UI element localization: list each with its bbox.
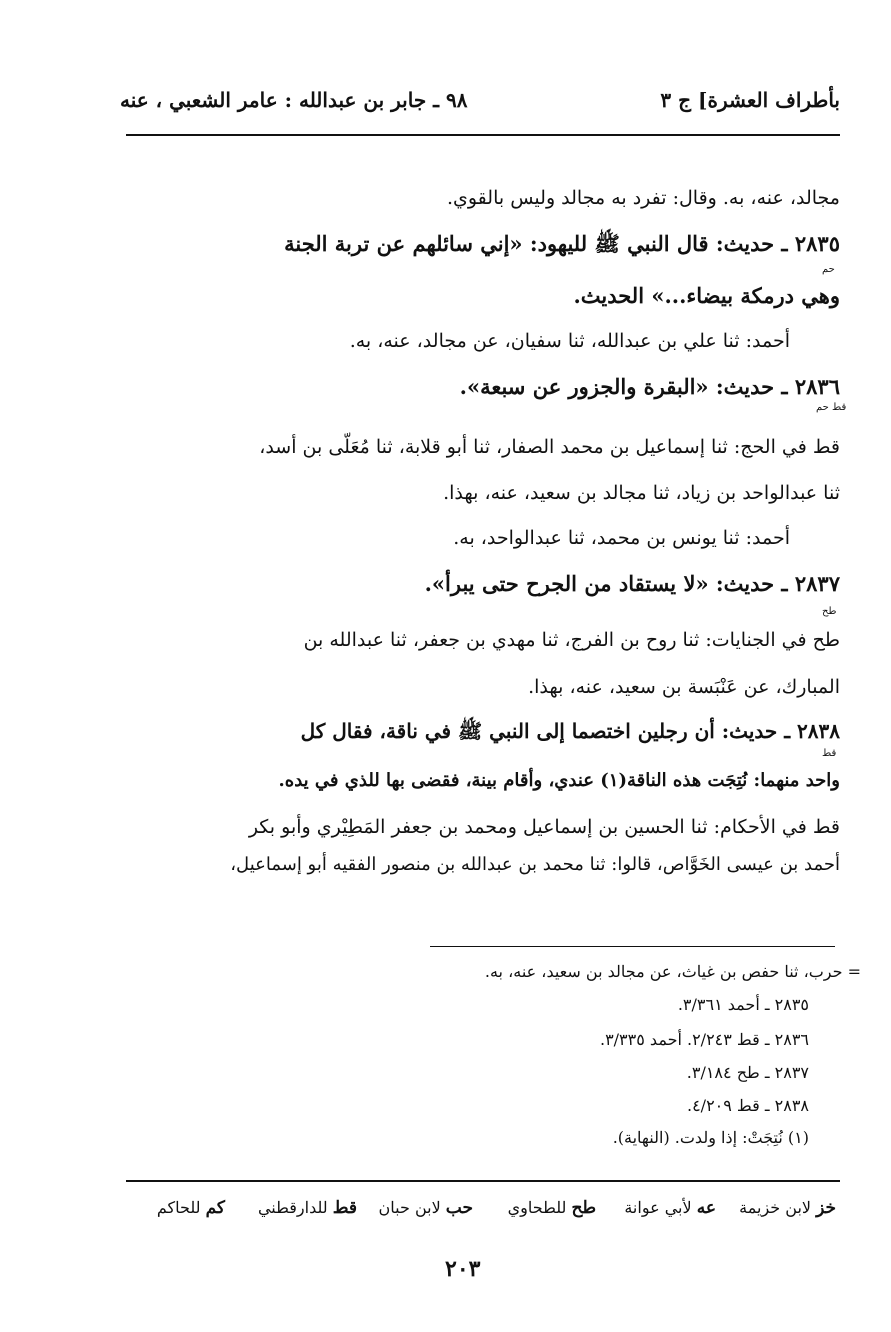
hadith-heading-2836: ٢٨٣٦ ـ حديث: «البقرة والجزور عن سبعة». <box>459 374 840 399</box>
abbr-name: للدارقطني <box>257 1198 328 1217</box>
footnote-line: (١) نُتِجَتْ: إذا ولدت. (النهاية). <box>612 1128 809 1147</box>
abbr-item <box>624 1198 716 1218</box>
text-line: ثنا عبدالواحد بن زياد، ثنا مجالد بن سعيد، عنه، بهذا. <box>443 482 840 504</box>
abbr-item <box>157 1198 225 1218</box>
abbr-name: للطحاوي <box>507 1198 567 1217</box>
abbreviation-rule <box>126 1180 840 1182</box>
abbr-code: عه <box>696 1198 716 1218</box>
abbr-name: لابن خزيمة <box>739 1198 812 1217</box>
footnote-line: ٢٨٣٦ ـ قط ٢/٢٤٣. أحمد ٣/٣٣٥. <box>599 1030 809 1049</box>
isnad-line: طح في الجنايات: ثنا روح بن الفرج، ثنا مهدي بن جعفر، ثنا عبدالله بن <box>303 629 840 651</box>
footnote-rule <box>430 946 835 947</box>
footnote-line: = حرب، ثنا حفص بن غياث، عن مجالد بن سعيد، عنه، به. <box>484 962 861 981</box>
footnote-line: ٢٨٣٥ ـ أحمد ٣/٣٦١. <box>677 995 809 1014</box>
abbr-item <box>258 1198 357 1218</box>
hadith-heading-2835: ٢٨٣٥ ـ حديث: قال النبي ﷺ لليهود: «إني سائلهم عن تربة الجنة <box>284 231 840 256</box>
text-line: وهي درمكة بيضاء...» الحديث. <box>573 283 840 308</box>
abbr-code: حب <box>445 1198 473 1218</box>
abbr-code: كم <box>205 1198 225 1218</box>
abbr-code: خز <box>816 1198 836 1218</box>
hadith-heading-2837: ٢٨٣٧ ـ حديث: «لا يستقاد من الجرح حتى يبرأ». <box>424 571 840 596</box>
abbr-item <box>379 1198 473 1218</box>
abbr-code: طح <box>571 1198 596 1218</box>
text-line: المبارك، عن عَنْبَسة بن سعيد، عنه، بهذا. <box>528 676 840 698</box>
abbr-name: لابن حبان <box>378 1198 441 1217</box>
margin-marker: طح <box>822 606 837 617</box>
hadith-heading-2838: ٢٨٣٨ ـ حديث: أن رجلين اختصما إلى النبي ﷺ في ناقة، فقال كل <box>300 719 840 743</box>
margin-marker: قط حم <box>816 402 847 413</box>
abbr-item <box>739 1198 836 1218</box>
footnote-line: ٢٨٣٨ ـ قط ٤/٢٠٩. <box>686 1096 809 1115</box>
abbr-item <box>508 1198 596 1218</box>
header-book-title: بأطراف العشرة] ج ٣ <box>660 88 840 112</box>
abbr-name: لأبي عوانة <box>624 1198 692 1217</box>
text-line: واحد منهما: نُتِجَت هذه الناقة(١) عندي، وأقام بينة، فقضى بها للذي في يده. <box>278 770 840 791</box>
isnad-line: قط في الحج: ثنا إسماعيل بن محمد الصفار، ثنا أبو قلابة، ثنا مُعَلّى بن أسد، <box>259 436 840 458</box>
text-line: أحمد بن عيسى الخَوَّاص، قالوا: ثنا محمد بن عبدالله بن منصور الفقيه أبو إسماعيل، <box>230 854 840 875</box>
margin-marker: قط <box>822 748 837 759</box>
abbr-name: للحاكم <box>156 1198 201 1217</box>
isnad-line: قط في الأحكام: ثنا الحسين بن إسماعيل ومحمد بن جعفر المَطِيْري وأبو بكر <box>248 816 840 838</box>
page-number: ٢٠٣ <box>445 1256 481 1282</box>
margin-marker: حم <box>822 264 835 275</box>
isnad-line: أحمد: ثنا علي بن عبدالله، ثنا سفيان، عن مجالد، عنه، به. <box>349 330 790 352</box>
isnad-line: أحمد: ثنا يونس بن محمد، ثنا عبدالواحد، به. <box>453 527 790 549</box>
header-chapter-title: ٩٨ ـ جابر بن عبدالله : عامر الشعبي ، عنه <box>120 88 468 112</box>
abbr-code: قط <box>332 1198 357 1218</box>
text-line: مجالد، عنه، به. وقال: تفرد به مجالد وليس بالقوي. <box>446 187 840 209</box>
footnote-line: ٢٨٣٧ ـ طح ٣/١٨٤. <box>686 1063 809 1082</box>
main-text <box>126 0 840 900</box>
